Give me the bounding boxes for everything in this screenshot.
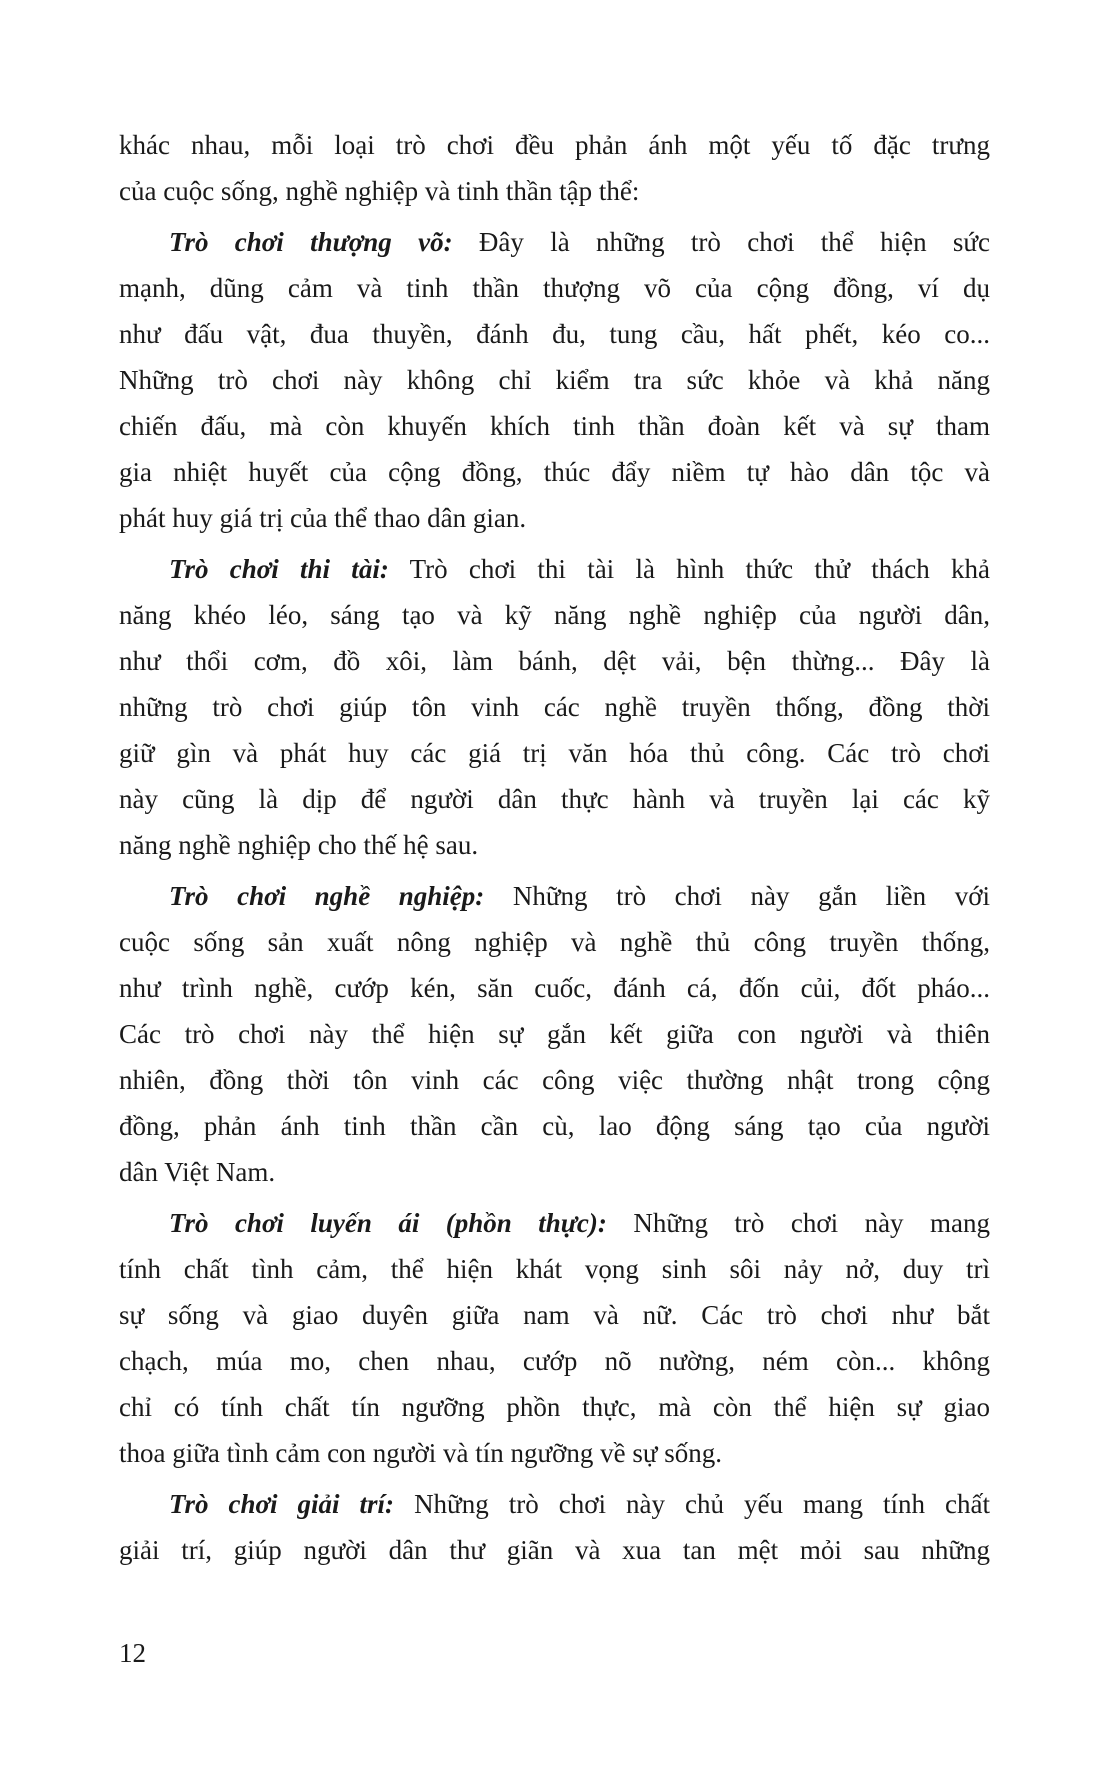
paragraph	[119, 873, 990, 1195]
line-text: Đây là những trò chơi thể hiện sức	[452, 227, 991, 257]
line-text: năng khéo léo, sáng tạo và kỹ năng nghề nghiệp của người dân,	[119, 600, 990, 630]
paragraph-lead-term: Trò chơi nghề nghiệp:	[169, 881, 485, 911]
line-text: như đấu vật, đua thuyền, đánh đu, tung cầu, hất phết, kéo co...	[119, 319, 990, 349]
text-line	[119, 1200, 990, 1246]
text-line	[119, 122, 990, 168]
line-text: Những trò chơi này mang	[606, 1208, 990, 1238]
line-text: Các trò chơi này thể hiện sự gắn kết giữa con người và thiên	[119, 1019, 990, 1049]
page-number: 12	[119, 1638, 146, 1668]
paragraph	[119, 546, 990, 868]
text-line	[119, 403, 990, 449]
line-text: này cũng là dịp để người dân thực hành và truyền lại các kỹ	[119, 784, 990, 814]
line-text: Trò chơi thi tài là hình thức thử thách khả	[388, 554, 990, 584]
line-text: Những trò chơi này gắn liền với	[484, 881, 991, 911]
text-line	[119, 822, 990, 868]
paragraph-lead-term: Trò chơi giải trí:	[169, 1489, 395, 1519]
line-text: dân Việt Nam.	[119, 1157, 276, 1187]
line-text: chiến đấu, mà còn khuyến khích tinh thần đoàn kết và sự tham	[119, 411, 990, 441]
text-line	[119, 265, 990, 311]
text-line	[119, 965, 990, 1011]
text-line	[119, 1057, 990, 1103]
text-line	[119, 1430, 990, 1476]
text-line	[119, 357, 990, 403]
line-text: thoa giữa tình cảm con người và tín ngưỡng về sự sống.	[119, 1438, 723, 1468]
line-text: chạch, múa mo, chen nhau, cướp nõ nường, ném còn... không	[119, 1346, 990, 1376]
line-text: như thổi cơm, đồ xôi, làm bánh, dệt vải, bện thừng... Đây là	[119, 646, 990, 676]
line-text: tính chất tình cảm, thể hiện khát vọng sinh sôi nảy nở, duy trì	[119, 1254, 990, 1284]
text-line	[119, 1011, 990, 1057]
paragraph-lead-term: Trò chơi thi tài:	[169, 554, 389, 584]
text-line	[119, 638, 990, 684]
text-line	[119, 449, 990, 495]
text-line	[119, 919, 990, 965]
body-text	[119, 122, 990, 1573]
line-text: sự sống và giao duyên giữa nam và nữ. Các trò chơi như bắt	[119, 1300, 990, 1330]
text-line	[119, 592, 990, 638]
line-text: gia nhiệt huyết của cộng đồng, thúc đẩy niềm tự hào dân tộc và	[119, 457, 990, 487]
line-text: của cuộc sống, nghề nghiệp và tinh thần tập thể:	[119, 176, 640, 206]
line-text: Những trò chơi này không chỉ kiểm tra sức khỏe và khả năng	[119, 365, 990, 395]
text-line	[119, 1338, 990, 1384]
paragraph	[119, 219, 990, 541]
line-text: đồng, phản ánh tinh thần cần cù, lao động sáng tạo của người	[119, 1111, 990, 1141]
paragraph	[119, 1481, 990, 1573]
line-text: khác nhau, mỗi loại trò chơi đều phản ánh một yếu tố đặc trưng	[119, 130, 990, 160]
line-text: phát huy giá trị của thể thao dân gian.	[119, 503, 527, 533]
line-text: Những trò chơi này chủ yếu mang tính chất	[394, 1489, 990, 1519]
line-text: năng nghề nghiệp cho thế hệ sau.	[119, 830, 479, 860]
text-line	[119, 1103, 990, 1149]
line-text: mạnh, dũng cảm và tinh thần thượng võ của cộng đồng, ví dụ	[119, 273, 990, 303]
text-line	[119, 1527, 990, 1573]
paragraph	[119, 122, 990, 214]
paragraph-lead-term: Trò chơi thượng võ:	[169, 227, 453, 257]
text-line	[119, 168, 990, 214]
text-line	[119, 730, 990, 776]
line-text: cuộc sống sản xuất nông nghiệp và nghề thủ công truyền thống,	[119, 927, 990, 957]
line-text: chỉ có tính chất tín ngưỡng phồn thực, mà còn thể hiện sự giao	[119, 1392, 990, 1422]
text-line	[119, 495, 990, 541]
text-line	[119, 684, 990, 730]
paragraph-lead-term: Trò chơi luyến ái (phồn thực):	[169, 1208, 607, 1238]
line-text: nhiên, đồng thời tôn vinh các công việc thường nhật trong cộng	[119, 1065, 990, 1095]
text-line	[119, 1384, 990, 1430]
text-line	[119, 1246, 990, 1292]
line-text: giải trí, giúp người dân thư giãn và xua tan mệt mỏi sau những	[119, 1535, 990, 1565]
paragraph	[119, 1200, 990, 1476]
text-line	[119, 1149, 990, 1195]
text-line	[119, 1481, 990, 1527]
line-text: giữ gìn và phát huy các giá trị văn hóa thủ công. Các trò chơi	[119, 738, 990, 768]
text-line	[119, 776, 990, 822]
text-line	[119, 1292, 990, 1338]
line-text: những trò chơi giúp tôn vinh các nghề truyền thống, đồng thời	[119, 692, 990, 722]
line-text: như trình nghề, cướp kén, săn cuốc, đánh cá, đốn củi, đốt pháo...	[119, 973, 990, 1003]
text-line	[119, 546, 990, 592]
text-line	[119, 219, 990, 265]
text-line	[119, 873, 990, 919]
text-line	[119, 311, 990, 357]
